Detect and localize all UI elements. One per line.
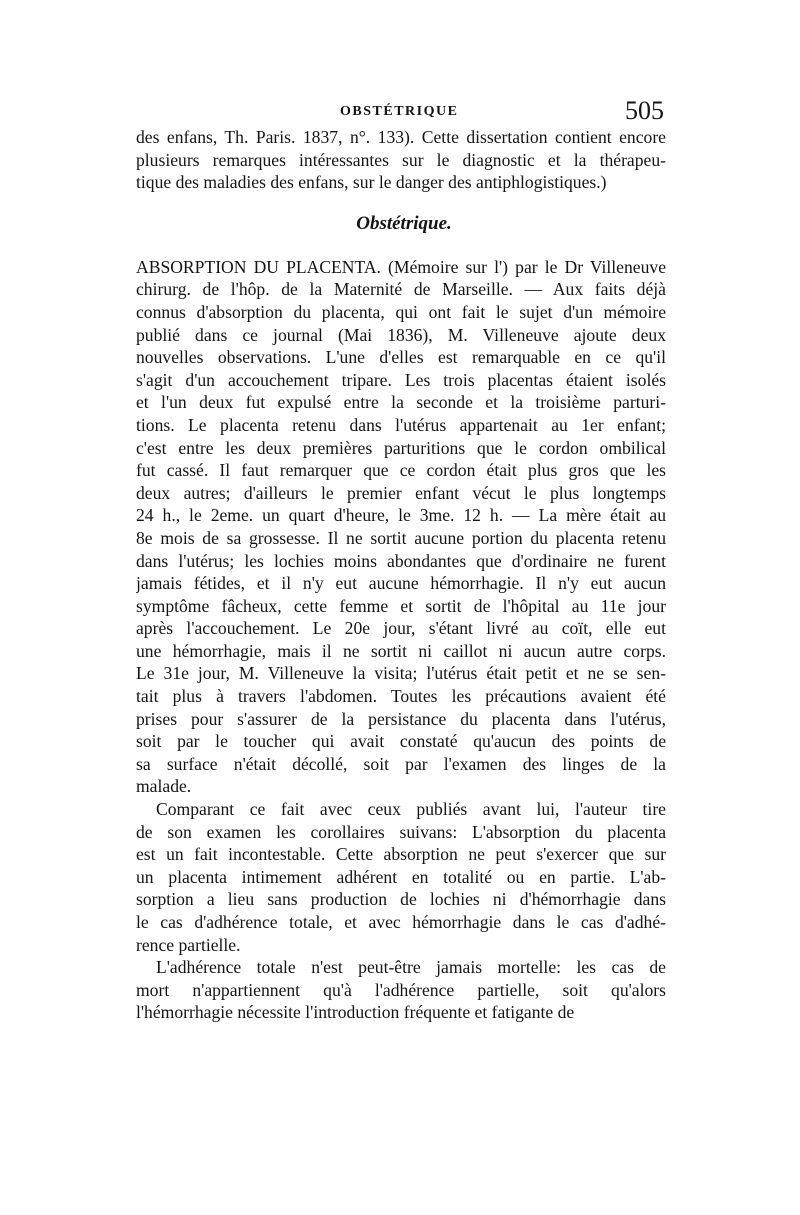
text-line: une hémorrhagie, mais il ne sortit ni caillot ni aucun autre corps.	[136, 640, 666, 661]
page-number: 505	[625, 96, 664, 125]
section-title: Obstétrique.	[356, 212, 452, 234]
text-line: publié dans ce journal (Mai 1836), M. Villeneuve ajoute deux	[136, 324, 666, 345]
text-line: des enfans, Th. Paris. 1837, n°. 133). Cette dissertation contient encore	[136, 127, 666, 147]
text-line: tions. Le placenta retenu dans l'utérus appartenait au 1er enfant;	[136, 414, 666, 435]
text-line: sa surface n'était décollé, soit par l'examen des linges de la	[136, 753, 666, 774]
text-line: soit par le toucher qui avait constaté qu'aucun des points de	[136, 731, 666, 752]
text-line: rence partielle.	[136, 934, 241, 955]
text-line: fut cassé. Il faut remarquer que ce cordon était plus gros que les	[136, 460, 666, 481]
text-line: est un fait incontestable. Cette absorption ne peut s'exercer que sur	[136, 844, 666, 865]
book-page	[136, 96, 666, 1024]
body-text	[136, 126, 666, 1024]
text-line: Comparant ce fait avec ceux publiés avant lui, l'auteur tire	[156, 799, 666, 820]
text-line: tique des maladies des enfans, sur le danger des antiphlogistiques.)	[136, 172, 607, 193]
text-line: Le 31e jour, M. Villeneuve la visita; l'utérus était petit et ne se sen-	[136, 663, 666, 684]
text-line: c'est entre les deux premières parturitions que le cordon ombilical	[136, 437, 666, 458]
text-line: mort n'appartiennent qu'à l'adhérence partielle, soit qu'alors	[136, 979, 666, 1000]
text-line: et l'un deux fut expulsé entre la seconde et la troisième parturi-	[136, 392, 666, 413]
running-head	[136, 96, 666, 126]
text-line: prises pour s'assurer de la persistance du placenta dans l'utérus,	[136, 708, 666, 729]
text-line: s'agit d'un accouchement tripare. Les trois placentas étaient isolés	[136, 369, 666, 390]
text-line: L'adhérence totale n'est peut-être jamais mortelle: les cas de	[156, 957, 666, 978]
text-line: l'hémorrhagie nécessite l'introduction fréquente et fatigante de	[136, 1002, 575, 1023]
text-line: sorption a lieu sans production de lochies ni d'hémorrhagie dans	[136, 889, 666, 910]
text-line: le cas d'adhérence totale, et avec hémorrhagie dans le cas d'adhé-	[136, 912, 666, 932]
text-line: dans l'utérus; les lochies moins abondantes que d'ordinaire ne furent	[136, 550, 666, 571]
adherence-paragraph	[136, 956, 666, 1024]
text-line: après l'accouchement. Le 20e jour, s'étant livré au coït, elle eut	[136, 618, 666, 639]
text-line: chirurg. de l'hôp. de la Maternité de Marseille. — Aux faits déjà	[136, 279, 666, 300]
text-line: symptôme fâcheux, cette femme et sortit de l'hôpital au 11e jour	[136, 595, 666, 616]
text-line: tait plus à travers l'abdomen. Toutes les précautions avaient été	[136, 686, 666, 707]
text-line: deux autres; d'ailleurs le premier enfant vécut le plus longtemps	[136, 482, 666, 503]
text-line: malade.	[136, 776, 192, 797]
text-line: 24 h., le 2eme. un quart d'heure, le 3me. 12 h. — La mère était au	[136, 505, 666, 526]
text-line: 8e mois de sa grossesse. Il ne sortit aucune portion du placenta retenu	[136, 527, 666, 548]
article-paragraph	[136, 256, 666, 798]
text-line: nouvelles observations. L'une d'elles est remarquable en ce qu'il	[136, 347, 666, 368]
text-line: jamais fétides, et il n'y eut aucune hémorrhagie. Il n'y eut aucun	[136, 573, 666, 594]
text-line: un placenta intimement adhérent en totalité ou en partie. L'ab-	[136, 866, 666, 887]
text-line: ABSORPTION DU PLACENTA. (Mémoire sur l') par le Dr Villeneuve	[136, 256, 666, 277]
corollaries-paragraph	[136, 798, 666, 956]
text-line: connus d'absorption du placenta, qui ont fait le sujet d'un mémoire	[136, 301, 666, 322]
continuation-paragraph	[136, 126, 666, 194]
running-title: OBSTÉTRIQUE	[340, 104, 459, 119]
text-line: plusieurs remarques intéressantes sur le diagnostic et la thérapeu-	[136, 149, 666, 170]
text-line: de son examen les corollaires suivans: L'absorption du placenta	[136, 821, 666, 842]
